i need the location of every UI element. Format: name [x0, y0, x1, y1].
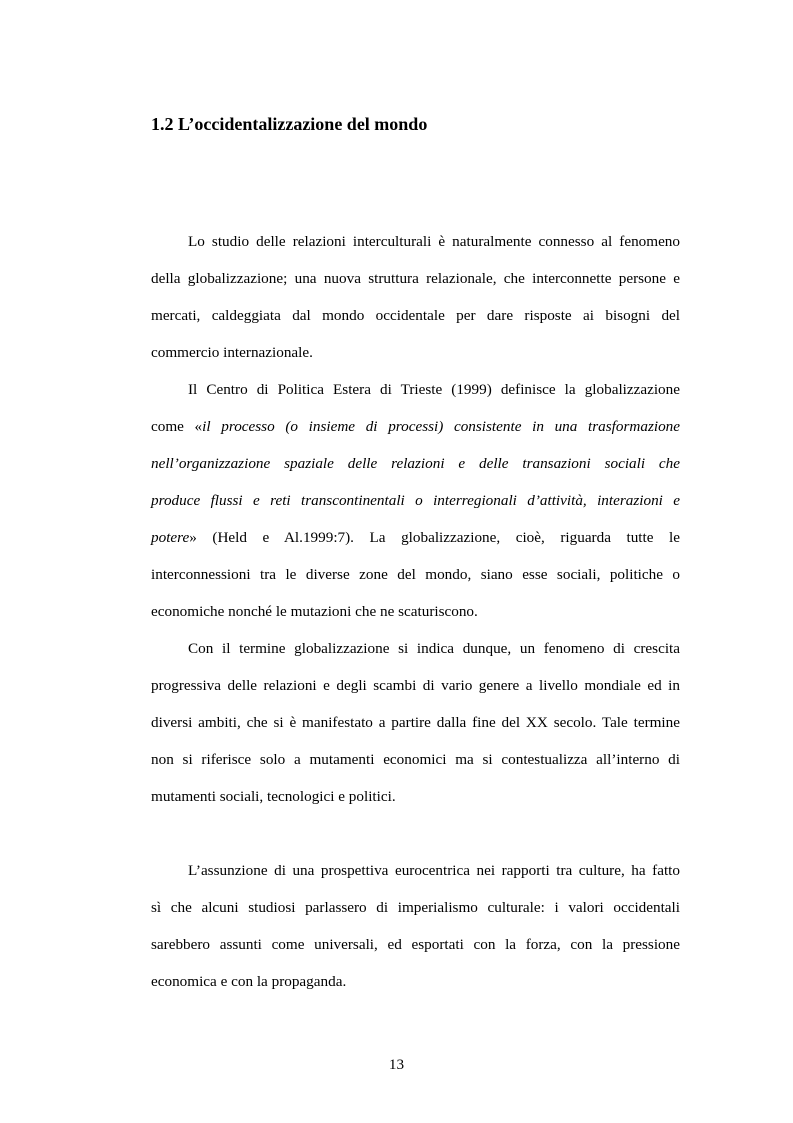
paragraph-line: sarebbero assunti come universali, ed esportati con la forza, con la pressione	[151, 936, 680, 953]
paragraph-line	[151, 445, 680, 482]
page-number: 13	[388, 1056, 405, 1073]
section-heading: 1.2 L’occidentalizzazione del mondo	[151, 114, 428, 134]
quotation-text: potere	[151, 529, 190, 546]
paragraph-line: commercio internazionale.	[151, 344, 313, 361]
paragraph-line: economica e con la propaganda.	[151, 973, 347, 990]
paragraph-line: della globalizzazione; una nuova struttura relazionale, che interconnette persone e	[151, 270, 680, 287]
quotation-text: il processo (o insieme di processi) consistente in una trasformazione	[202, 418, 681, 435]
paragraph-4	[151, 852, 680, 1000]
line-text: come «	[151, 418, 203, 435]
quotation-text: produce flussi e reti transcontinentali o interregionali d’attività, interazioni e	[151, 492, 680, 509]
paragraph-line: Lo studio delle relazioni interculturali è naturalmente connesso al fenomeno	[188, 233, 680, 250]
paragraph-line: non si riferisce solo a mutamenti economici ma si contestualizza all’interno di	[151, 751, 680, 768]
paragraph-line: sì che alcuni studiosi parlassero di imperialismo culturale: i valori occidentali	[151, 899, 680, 916]
paragraph-line: mutamenti sociali, tecnologici e politici.	[151, 788, 396, 805]
paragraph-3	[151, 630, 680, 815]
paragraph-2	[151, 371, 680, 630]
paragraph-line: L’assunzione di una prospettiva eurocentrica nei rapporti tra culture, ha fatto	[188, 862, 680, 879]
paragraph-line: economiche nonché le mutazioni che ne scaturiscono.	[151, 603, 478, 620]
line-text: » (Held e Al.1999:7). La globalizzazione, cioè, riguarda tutte le	[189, 529, 680, 546]
paragraph-line: progressiva delle relazioni e degli scambi di vario genere a livello mondiale ed in	[151, 677, 680, 694]
paragraph-line: Con il termine globalizzazione si indica dunque, un fenomeno di crescita	[188, 640, 680, 657]
quotation-text: nell’organizzazione spaziale delle relazioni e delle transazioni sociali che	[151, 455, 680, 472]
paragraph-1	[151, 223, 680, 371]
paragraph-line: Il Centro di Politica Estera di Trieste (1999) definisce la globalizzazione	[188, 381, 680, 398]
paragraph-line: mercati, caldeggiata dal mondo occidentale per dare risposte ai bisogni del	[151, 307, 680, 324]
paragraph-line	[151, 482, 680, 519]
paragraph-line	[151, 519, 680, 556]
paragraph-line: interconnessioni tra le diverse zone del mondo, siano esse sociali, politiche o	[151, 566, 680, 583]
paragraph-line: diversi ambiti, che si è manifestato a partire dalla fine del XX secolo. Tale termine	[151, 714, 680, 731]
paragraph-line	[151, 408, 680, 445]
